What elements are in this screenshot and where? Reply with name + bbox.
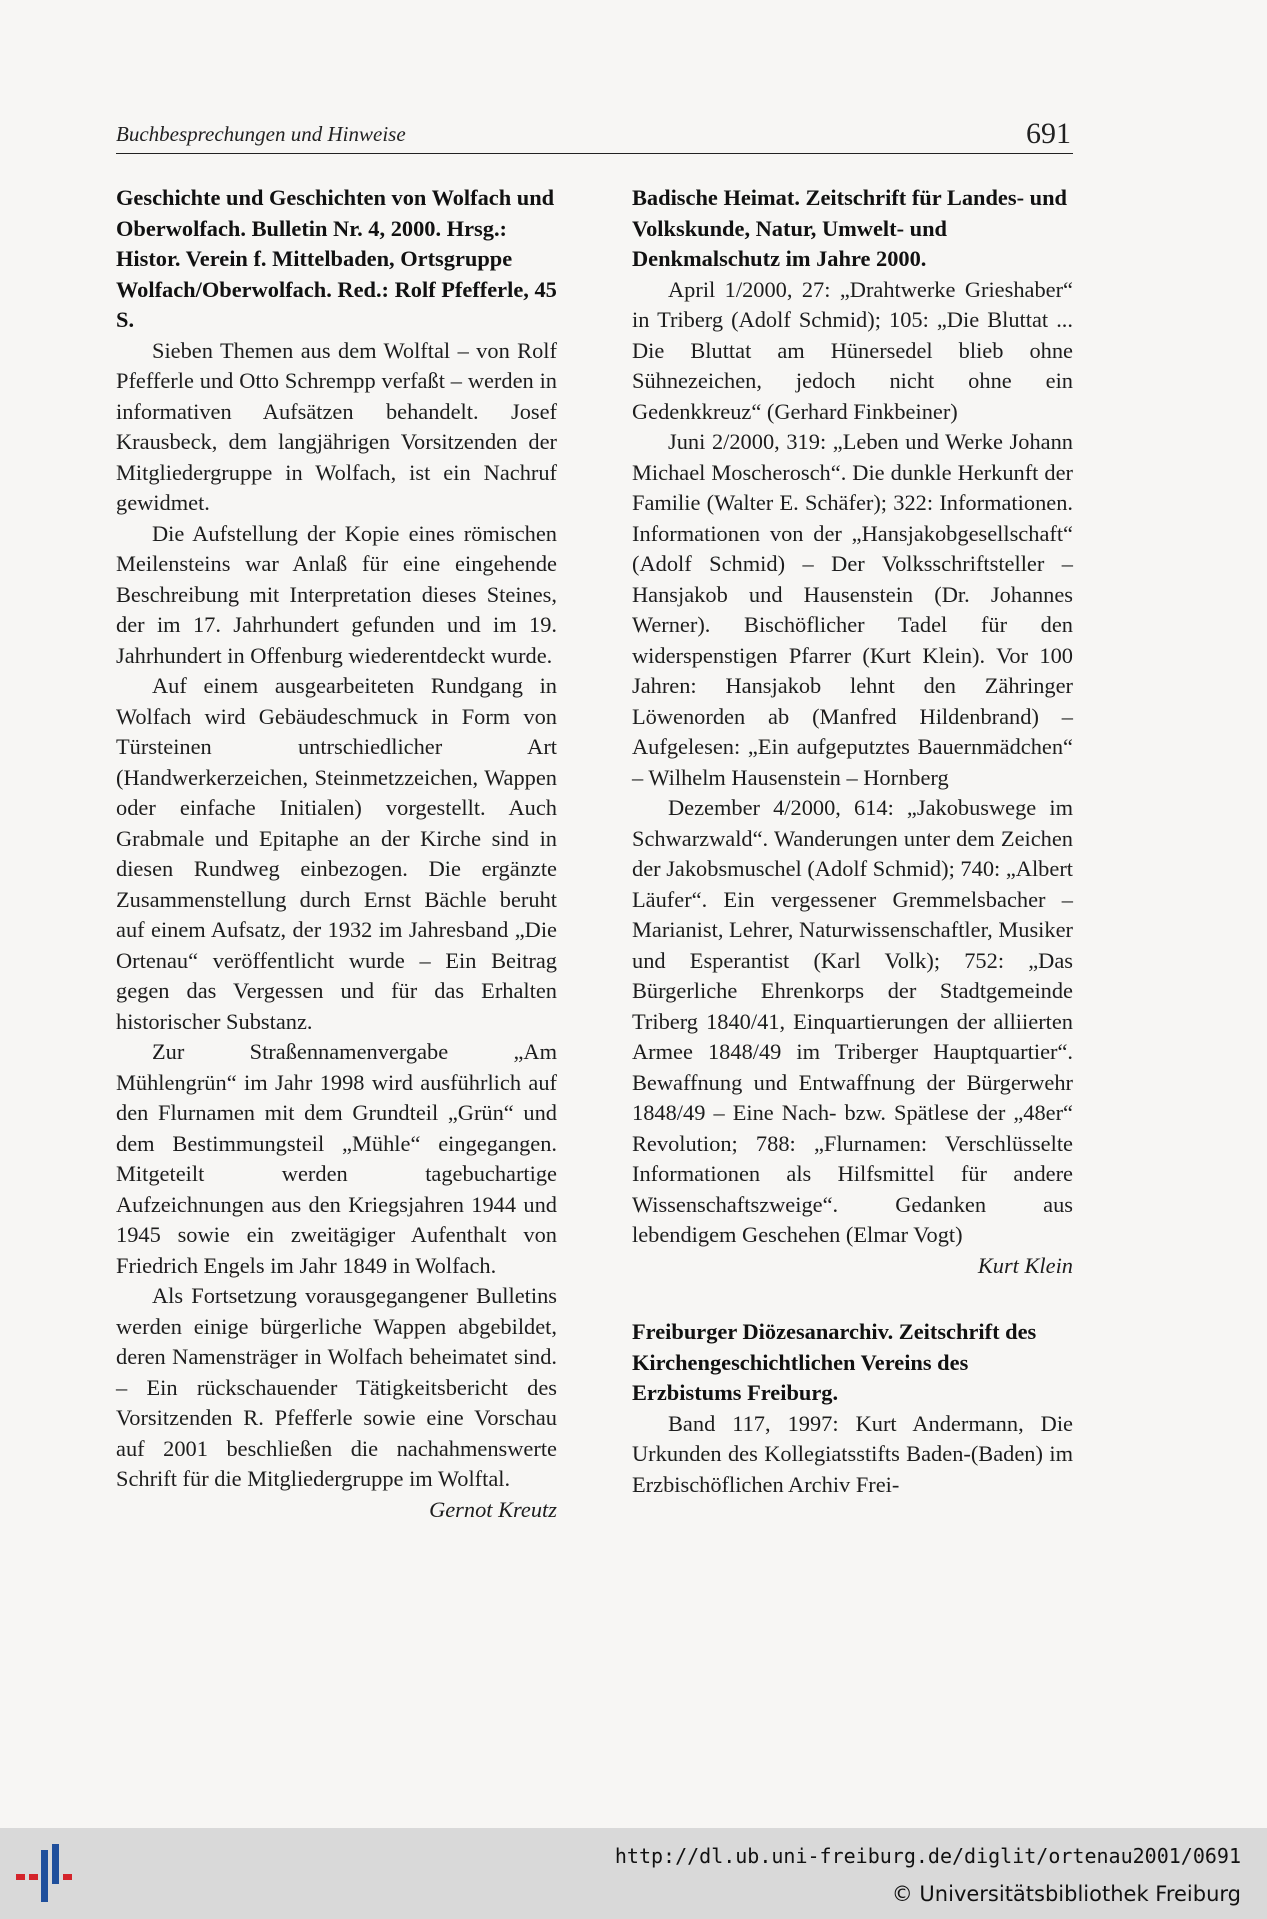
review-paragraph: Band 117, 1997: Kurt Andermann, Die Urkunden des Kollegiatsstifts Baden-(Baden) im Erzbischöflichen Archiv Frei- [632,1410,1073,1497]
right-column [632,183,1073,1500]
section-gap [632,1281,1073,1317]
review-paragraph: April 1/2000, 27: „Drahtwerke Grieshaber“ in Triberg (Adolf Schmid); 105: „Die Bluttat ... Die Bluttat am Hünersedel blieb ohne Sühnezeichen, jedoch nicht ohne ein Gedenkkreuz“ (Gerhard Finkbeiner) [632,276,1073,424]
review-heading: Freiburger Diözesanarchiv. Zeitschrift des Kirchengeschichtlichen Vereins des Erzbistums Freiburg. [632,1319,1037,1405]
reviewer-signature: Kurt Klein [977,1252,1073,1278]
review-paragraph: Die Aufstellung der Kopie eines römischen Meilensteins war Anlaß für eine eingehende Beschreibung mit Interpretation dieses Steines, der im 17. Jahrhundert gefunden und im 19. Jahrhundert in Offenburg wiederentdeckt wurde. [116,520,557,668]
review-heading: Badische Heimat. Zeitschrift für Landes- und Volkskunde, Natur, Umwelt- und Denkmalschutz im Jahre 2000. [632,185,1067,271]
review-paragraph: Juni 2/2000, 319: „Leben und Werke Johann Michael Moscherosch“. Die dunkle Herkunft der Familie (Walter E. Schäfer); 322: Informationen. Informationen von der „Hansjakobgesellschaft“ (Adolf Schmid) – Der Volksschriftsteller – Hansjakob und Hausenstein (Dr. Johannes Werner). Bischöflicher Tadel für den widerspenstigen Pfarrer (Kurt Klein). Vor 100 Jahren: Hansjakob lehnt den Zähringer Löwenorden ab (Manfred Hildenbrand) – Aufgelesen: „Ein aufgeputztes Bauernmädchen“ – Wilhelm Hausenstein – Hornberg [632,429,1073,790]
review-paragraph: Als Fortsetzung vorausgegangener Bulletins werden einige bürgerliche Wappen abgebildet, deren Namensträger in Wolfach beheimatet sind. – Ein rückschauender Tätigkeitsbericht des Vorsitzenden R. Pfefferle sowie eine Vorschau auf 2001 beschließen die nachahmenswerte Schrift für die Mitgliedergruppe im Wolftal. [116,1283,557,1491]
left-column [116,183,557,1525]
review-paragraph: Dezember 4/2000, 614: „Jakobuswege im Schwarzwald“. Wanderungen unter dem Zeichen der Jakobsmuschel (Adolf Schmid); 740: „Albert Läufer“. Ein vergessener Gremmelsbacher – Marianist, Lehrer, Naturwissenschaftler, Musiker und Esperantist (Karl Volk); 752: „Das Bürgerliche Ehrenkorps der Stadtgemeinde Triberg 1840/41, Einquartierungen der alliierten Armee 1848/49 im Triberger Hauptquartier“. Bewaffnung und Entwaffnung der Bürgerwehr 1848/49 – Eine Nach- bzw. Spätlese der „48er“ Revolution; 788: „Flurnamen: Verschlüsselte Informationen als Hilfsmittel für andere Wissenschaftszweige“. Gedanken aus lebendigem Geschehen (Elmar Vogt) [632,795,1073,1247]
review-paragraph: Auf einem ausgearbeiteten Rundgang in Wolfach wird Gebäudeschmuck in Form von Türsteinen untrschiedlicher Art (Handwerkerzeichen, Steinmetzzeichen, Wappen oder einfache Initialen) vorgestellt. Auch Grabmale und Epitaphe an der Kirche sind in diesen Rundweg einbezogen. Die ergänzte Zusammenstellung durch Ernst Bächle beruht auf einem Aufsatz, der 1932 im Jahresband „Die Ortenau“ veröffentlicht wurde – Ein Beitrag gegen das Vergessen und für das Erhalten historischer Substanz. [116,673,557,1034]
review-paragraph: Sieben Themen aus dem Wolftal – von Rolf Pfefferle und Otto Schrempp verfaßt – werden in informativen Aufsätzen behandelt. Josef Krausbeck, dem langjährigen Vorsitzenden der Mitgliedergruppe in Wolfach, ist ein Nachruf gewidmet. [116,337,557,515]
reviewer-signature: Gernot Kreutz [429,1496,557,1522]
permalink-link[interactable]: http://dl.ub.uni-freiburg.de/diglit/ortenau2001/0691 [614,1844,1241,1868]
ub-freiburg-logo-icon [14,1844,84,1906]
running-header [116,113,1073,154]
copyright-notice: © Universitätsbibliothek Freiburg [891,1882,1241,1906]
viewer-footer [0,1828,1267,1919]
page-number: 691 [1026,117,1071,150]
running-title: Buchbesprechungen und Hinweise [116,122,406,146]
review-heading: Geschichte und Geschichten von Wolfach und Oberwolfach. Bulletin Nr. 4, 2000. Hrsg.: Histor. Verein f. Mittelbaden, Ortsgruppe Wolfach/Oberwolfach. Red.: Rolf Pfefferle, 45 S. [116,185,557,332]
review-paragraph: Zur Straßennamenvergabe „Am Mühlengrün“ im Jahr 1998 wird ausführlich auf den Flurnamen mit dem Grundteil „Grün“ und dem Bestimmungsteil „Mühle“ eingegangen. Mitgeteilt werden tagebuchartige Aufzeichnungen aus den Kriegsjahren 1944 und 1945 sowie ein zweitägiger Aufenthalt von Friedrich Engels im Jahr 1849 in Wolfach. [116,1039,557,1278]
